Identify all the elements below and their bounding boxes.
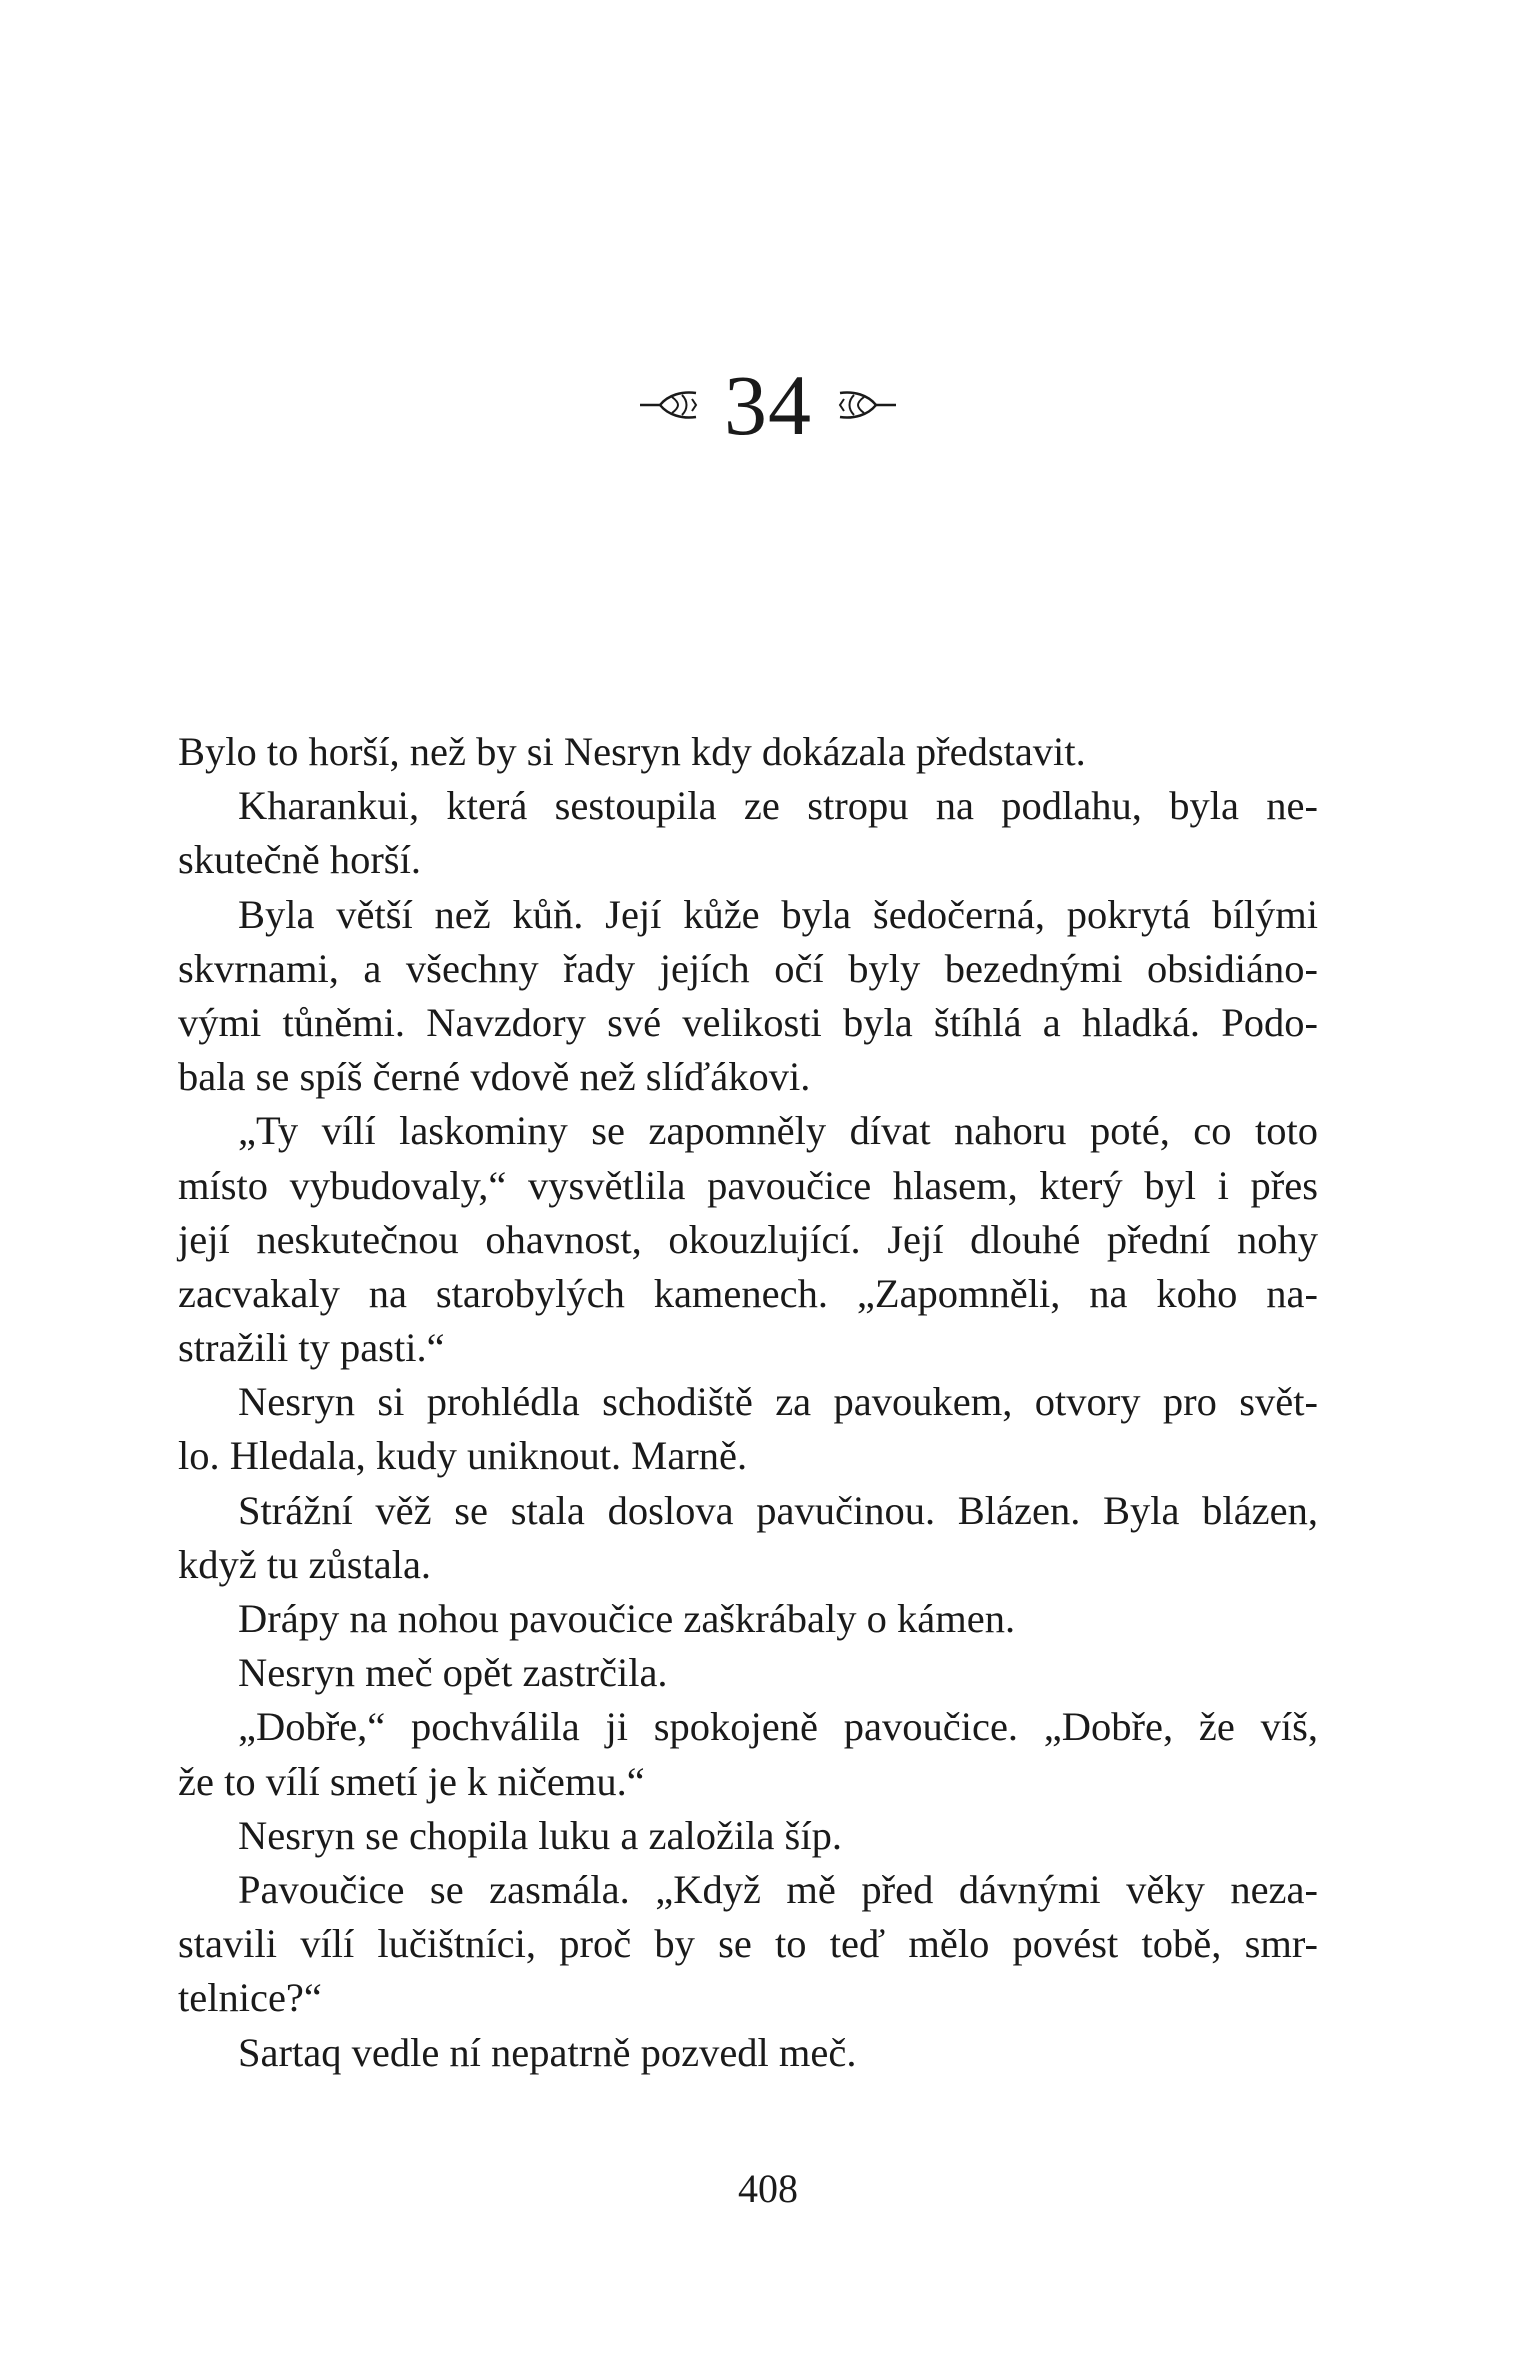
text-line: skutečně horší.	[178, 837, 421, 883]
text-line: bala se spíš černé vdově než slíďákovi.	[178, 1054, 811, 1100]
text-line: „Dobře,“ pochválila ji spokojeně pavoučice. „Dobře, že víš,	[238, 1704, 1318, 1750]
text-line: místo vybudovaly,“ vysvětlila pavoučice hlasem, který byl i přes	[178, 1162, 1318, 1208]
text-line: vými tůněmi. Navzdory své velikosti byla štíhlá a hladká. Podo-	[178, 999, 1318, 1045]
text-line: Strážní věž se stala doslova pavučinou. Blázen. Byla blázen,	[238, 1487, 1318, 1533]
right-ornament-icon	[834, 385, 898, 425]
text-line: lo. Hledala, kudy uniknout. Marně.	[178, 1433, 748, 1479]
text-line: skvrnami, a všechny řady jejích očí byly bezednými obsidiáno-	[178, 945, 1318, 991]
text-line: Nesryn meč opět zastrčila.	[238, 1650, 668, 1696]
page-number: 408	[738, 2166, 798, 2211]
text-line: Byla větší než kůň. Její kůže byla šedočerná, pokrytá bílými	[238, 891, 1318, 937]
text-line: „Ty vílí laskominy se zapomněly dívat nahoru poté, co toto	[238, 1108, 1318, 1154]
text-line: Pavoučice se zasmála. „Když mě před dávnými věky neza-	[238, 1866, 1318, 1912]
text-line: stražili ty pasti.“	[178, 1325, 445, 1371]
text-line: že to vílí smetí je k ničemu.“	[178, 1758, 645, 1804]
text-line: stavili vílí lučištníci, proč by se to teď mělo povést tobě, smr-	[178, 1921, 1318, 1967]
text-line: Bylo to horší, než by si Nesryn kdy dokázala představit.	[178, 729, 1086, 774]
text-line: zacvakaly na starobylých kamenech. „Zapomněli, na koho na-	[178, 1270, 1318, 1316]
text-line: když tu zůstala.	[178, 1541, 432, 1587]
left-ornament-icon	[638, 385, 702, 425]
text-line: telnice?“	[178, 1975, 322, 2021]
body-text	[178, 725, 1318, 2080]
text-line: Kharankui, která sestoupila ze stropu na podlahu, byla ne-	[238, 783, 1318, 829]
text-line: Nesryn si prohlédla schodiště za pavoukem, otvory pro svět-	[238, 1379, 1318, 1425]
chapter-heading	[0, 345, 1536, 465]
text-line: její neskutečnou ohavnost, okouzlující. Její dlouhé přední nohy	[178, 1216, 1318, 1262]
text-line: Nesryn se chopila luku a založila šíp.	[238, 1812, 842, 1858]
text-line: Sartaq vedle ní nepatrně pozvedl meč.	[238, 2029, 857, 2075]
chapter-number: 34	[724, 357, 812, 453]
text-line: Drápy na nohou pavoučice zaškrábaly o kámen.	[238, 1596, 1016, 1641]
